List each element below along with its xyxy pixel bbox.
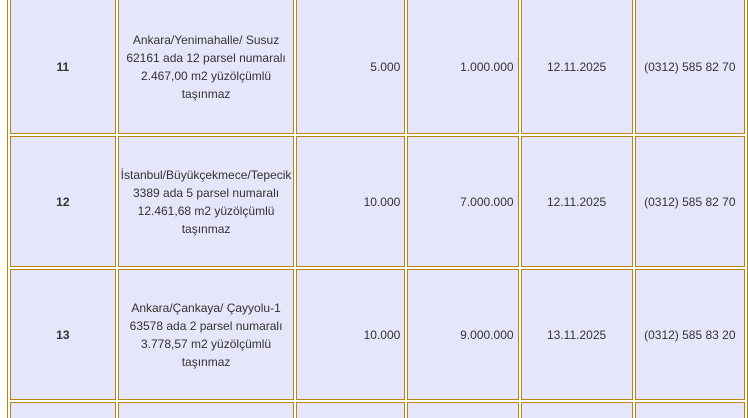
table-row xyxy=(10,269,745,400)
property-description: Ankara/Yenimahalle/ Susuz 62161 ada 12 parsel numaralı 2.467,00 m2 yüzölçümlü taşınmaz xyxy=(118,0,295,134)
estimated-price: 7.000.000 xyxy=(407,136,518,267)
contact-phone: (0312) 585 82 70 xyxy=(635,0,745,134)
auction-table xyxy=(7,0,748,418)
property-description xyxy=(118,402,295,418)
property-description: Ankara/Çankaya/ Çayyolu-1 63578 ada 2 parsel numaralı 3.778,57 m2 yüzölçümlü taşınmaz xyxy=(118,269,295,400)
deposit-amount: 10.000 xyxy=(296,136,405,267)
auction-date xyxy=(521,402,633,418)
estimated-price xyxy=(407,402,518,418)
contact-phone: (0312) 585 83 20 xyxy=(635,269,745,400)
row-number: 11 xyxy=(10,0,116,134)
table-row xyxy=(10,0,745,134)
deposit-amount: 10.000 xyxy=(296,269,405,400)
row-number xyxy=(10,402,116,418)
auction-date: 12.11.2025 xyxy=(521,0,633,134)
contact-phone xyxy=(635,402,745,418)
deposit-amount xyxy=(296,402,405,418)
contact-phone: (0312) 585 82 70 xyxy=(635,136,745,267)
auction-date: 13.11.2025 xyxy=(521,269,633,400)
estimated-price: 1.000.000 xyxy=(407,0,518,134)
row-number: 12 xyxy=(10,136,116,267)
deposit-amount: 5.000 xyxy=(296,0,405,134)
row-number: 13 xyxy=(10,269,116,400)
table-row xyxy=(10,402,745,418)
estimated-price: 9.000.000 xyxy=(407,269,518,400)
auction-date: 12.11.2025 xyxy=(521,136,633,267)
table-row xyxy=(10,136,745,267)
property-description: İstanbul/Büyükçekmece/Tepecik 3389 ada 5 parsel numaralı 12.461,68 m2 yüzölçümlü taşınmaz xyxy=(118,136,295,267)
